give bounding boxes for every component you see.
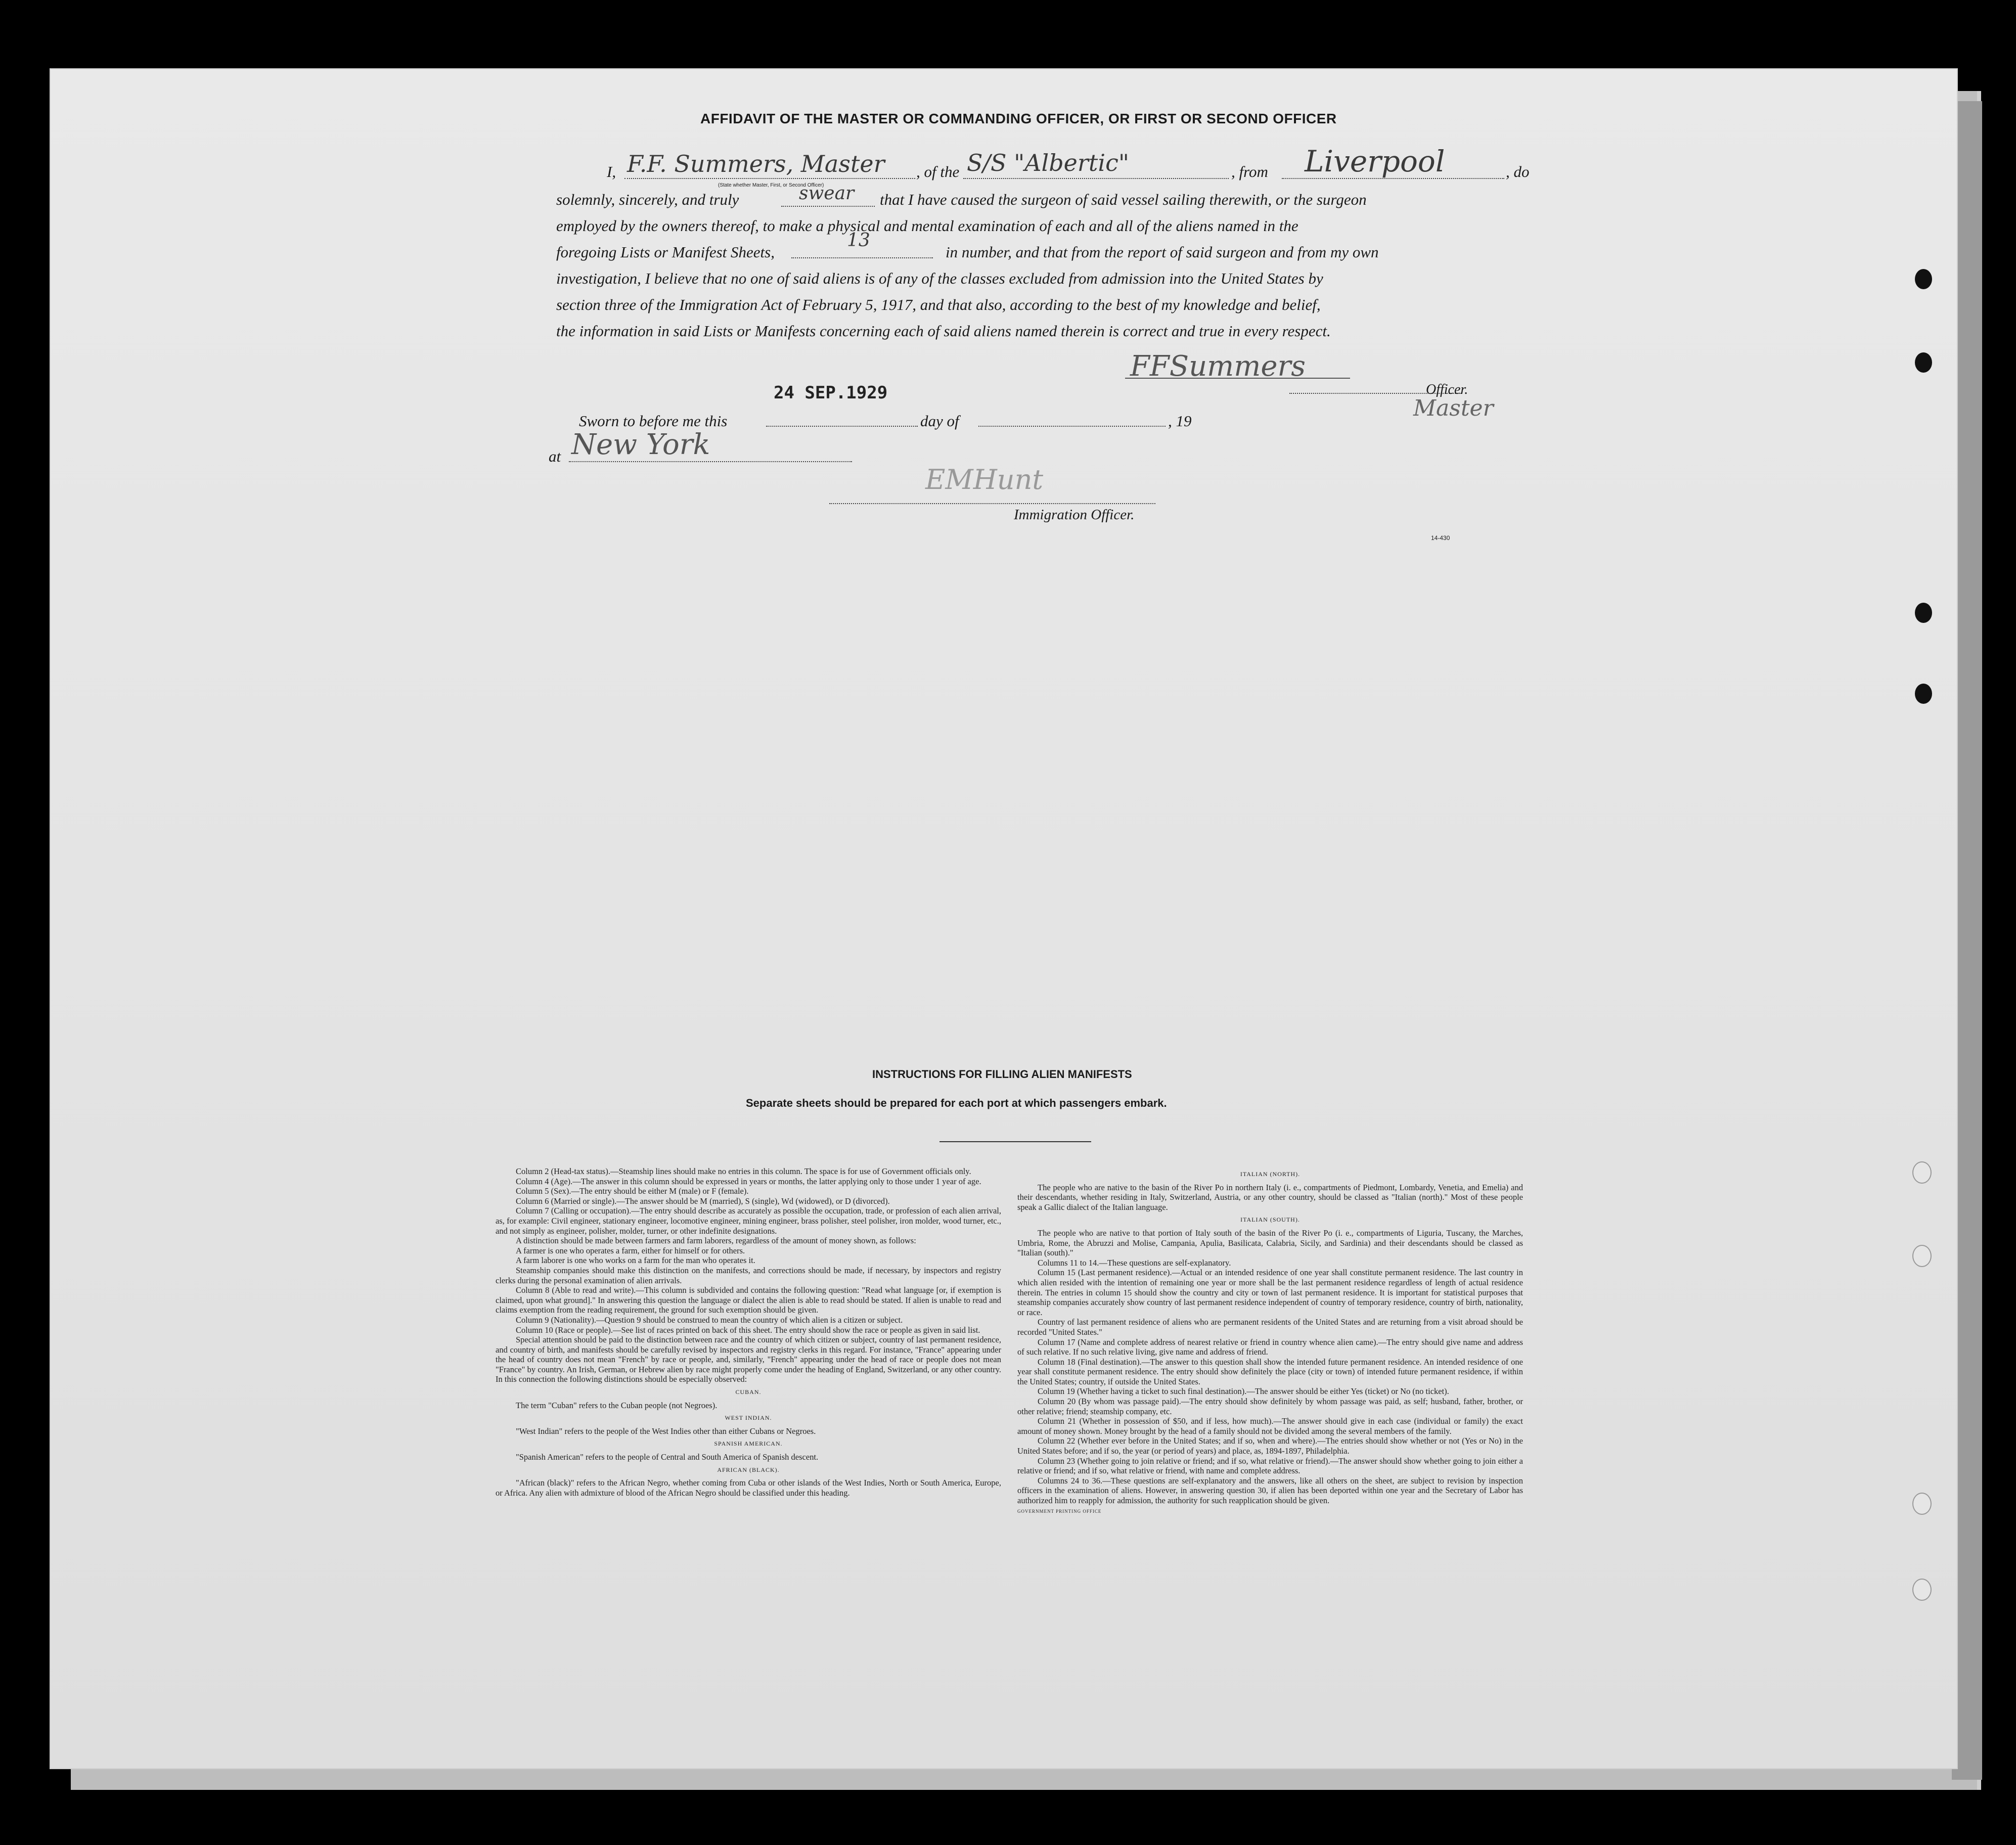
from-text: , from <box>1231 163 1268 181</box>
vessel-line <box>963 178 1229 179</box>
left-para: Column 8 (Able to read and write).—This column is subdivided and contains the following question: "Read what language [or, if exemption is claimed, upon what ground]." In answering this question the language or dialect the alien is able to read should be stated. If alien is unable to read and claims exemption from the reading requirement, the ground for such exemption should be given. <box>496 1285 1001 1315</box>
sheets-line <box>791 257 933 258</box>
instructions-right-column <box>1017 1166 1523 1519</box>
signature-line <box>1125 378 1350 379</box>
swear-hw: swear <box>799 183 855 204</box>
form-number: 14-430 <box>1431 534 1450 542</box>
right-para: Column 20 (By whom was passage paid).—The entry should show definitely by whom passage was paid, as self; husband, father, brother, or other relative; friend; steamship company, etc. <box>1017 1397 1523 1416</box>
instructions-rule <box>939 1141 1091 1142</box>
spanish-american-text: "Spanish American" refers to the people of Central and South America of Spanish descent. <box>516 1452 819 1462</box>
port-hw: Liverpool <box>1305 144 1445 178</box>
swear-line <box>781 206 875 207</box>
right-para: Column 23 (Whether going to join relative or friend; and if so, what relative or friend).—The answer should show whether going to join either a relative or friend; and if so, what relative or friend, with name and complete address. <box>1017 1456 1523 1476</box>
left-para: Column 4 (Age).—The answer in this column should be expressed in years or months, the latter applying only to those under 1 year of age. <box>516 1176 981 1186</box>
left-para: Column 10 (Race or people).—See list of races printed on back of this sheet. The entry should show the race or people as given in said list. <box>516 1325 980 1335</box>
year-text: , 19 <box>1168 412 1192 430</box>
left-para: A farmer is one who operates a farm, either for himself or for others. <box>516 1245 745 1255</box>
right-para: Column 17 (Name and complete address of nearest relative or friend in country whence alien came).—The entry should give name and address of such relative. If no such relative living, give name and address of friend. <box>1017 1337 1523 1357</box>
officer-label: Officer. <box>1426 382 1468 397</box>
spanish-american-heading: SPANISH AMERICAN. <box>714 1440 783 1448</box>
state-note: (State whether Master, First, or Second Officer) <box>718 183 824 188</box>
line5: investigation, I believe that no one of said aliens is of any of the classes excluded from admission into the United States by <box>556 269 1323 287</box>
punch-hole <box>1915 269 1932 289</box>
west-indian-heading: WEST INDIAN. <box>725 1414 772 1422</box>
punch-hole <box>1912 1161 1932 1184</box>
left-para: Special attention should be paid to the distinction between race and the country of which citizen or subject, country of last permanent residence, and country of birth, and manifests should be carefully revised by inspectors and registry clerks in this regard. For instance, "France" appearing under the head of country does not mean "French" by race or people, and, similarly, "French" appearing under the head of race or people does not mean "France" by country. An Irish, German, or Hebrew alien by race might properly come under the heading of England, Switzerland, or any other country. In this connection the following distinctions should be especially observed: <box>496 1335 1001 1384</box>
right-para: Column 21 (Whether in possession of $50, and if less, how much).—The answer should give in each case (individual or family) the exact amount of money shown. Money brought by the head of a family should not be divided among the several members of the family. <box>1017 1416 1523 1436</box>
line6: section three of the Immigration Act of February 5, 1917, and that also, according to the best of my knowledge and belief, <box>556 296 1321 313</box>
african-heading: AFRICAN (BLACK). <box>717 1466 780 1473</box>
left-para: Column 9 (Nationality).—Question 9 should be construed to mean the country of which alien is a citizen or subject. <box>516 1315 903 1325</box>
date-stamp: 24 SEP.1929 <box>774 383 888 403</box>
punch-hole <box>1915 603 1932 623</box>
right-para: Column 15 (Last permanent residence).—Actual or an intended residence of one year shall constitute permanent residence. The last country in which alien resided with the intention of remaining one year or more shall be the last permanent residence regardless of length of actual residence therein. The entries in column 15 should show the country and city or town of last permanent residence. It is important for statistical purposes that steamship companies accurately show country of last permanent residence independent of country of temporary residence, country of birth, nationality, or race. <box>1017 1268 1523 1317</box>
port-line <box>1282 178 1504 179</box>
italian-south-heading: ITALIAN (SOUTH). <box>1240 1216 1300 1224</box>
place-hw: New York <box>571 428 710 461</box>
line2-post: that I have caused the surgeon of said vessel sailing therewith, or the surgeon <box>880 191 1367 208</box>
cuban-heading: CUBAN. <box>735 1388 761 1396</box>
imm-officer-line <box>829 503 1155 504</box>
right-para: Column 22 (Whether ever before in the United States; and if so, when and where).—The entries should show whether or not (Yes or No) in the United States before; and if so, the year (or period of years) and place, as, 1894-1897, Philadelphia. <box>1017 1436 1523 1456</box>
line7: the information in said Lists or Manifests concerning each of said aliens named therein is correct and true in every respect. <box>556 322 1331 340</box>
master-signature: FFSummers <box>1130 350 1306 383</box>
italian-north-text: The people who are native to the basin of the River Po in northern Italy (i. e., compartments of Piedmont, Lombardy, Venetia, and Emelia) and their descendants, whether residing in Italy, Switzerland, Austria, or any other country, should be classed as "Italian (north)." Most of these people speak a Gallic dialect of the Italian language. <box>1017 1182 1523 1212</box>
right-para: Column 18 (Final destination).—The answer to this question shall show the intended future permanent residence. An intended residence of one year shall constitute permanent residence. The entry should show definitely the place (city or town) of intended future permanent residence, if within the United States; country, if outside the United States. <box>1017 1357 1523 1386</box>
vessel-hw: S/S "Albertic" <box>967 149 1130 176</box>
of-the-text: , of the <box>916 163 960 181</box>
day-of-text: day of <box>920 412 959 430</box>
instructions-subtitle: Separate sheets should be prepared for each port at which passengers embark. <box>746 1097 1167 1109</box>
affidavit-title: AFFIDAVIT OF THE MASTER OR COMMANDING OFFICER, OR FIRST OR SECOND OFFICER <box>700 111 1337 126</box>
sworn-pre: Sworn to before me this <box>579 412 728 430</box>
left-para: Column 5 (Sex).—The entry should be either M (male) or F (female). <box>516 1186 749 1196</box>
punch-hole <box>1912 1579 1932 1601</box>
west-indian-text: "West Indian" refers to the people of the West Indies other than either Cubans or Negroes. <box>516 1426 816 1436</box>
line4-post: in number, and that from the report of said surgeon and from my own <box>946 243 1379 261</box>
left-para: Column 6 (Married or single).—The answer should be M (married), S (single), Wd (widowed), or D (divorced). <box>516 1196 890 1206</box>
line1-pre: I, <box>607 163 616 181</box>
do-text: , do <box>1506 163 1530 181</box>
manifest-page <box>50 68 1958 1769</box>
right-para: Columns 11 to 14.—These questions are self-explanatory. <box>1038 1257 1231 1268</box>
immigration-signature: EMHunt <box>925 464 1044 496</box>
left-para: Steamship companies should make this distinction on the manifests, and corrections should be made, if necessary, by inspectors and registry clerks during the personal examination of alien arrivals. <box>496 1265 1001 1285</box>
printer-imprint: GOVERNMENT PRINTING OFFICE <box>1017 1508 1102 1514</box>
left-para: A distinction should be made between farmers and farm laborers, regardless of the amount of money shown, as follows: <box>516 1236 916 1246</box>
punch-hole <box>1912 1245 1932 1267</box>
month-line <box>978 426 1166 427</box>
left-para: A farm laborer is one who works on a farm for the man who operates it. <box>516 1255 755 1266</box>
punch-hole <box>1915 684 1932 704</box>
name-line <box>624 178 915 179</box>
day-line <box>766 426 918 427</box>
right-para: The people who are native to that portion of Italy south of the basin of the River Po (i. e., compartments of Liguria, Tuscany, the Marches, Umbria, Rome, the Abruzzi and Molise, Campania, Apulia, Basilicata, Calabria, Sicily, and Sardinia) and their descendants should be classed as "Italian (south)." <box>1017 1228 1523 1258</box>
left-para: Column 7 (Calling or occupation).—The entry should describe as accurately as possible the occupation, trade, or profession of each alien arrival, as, for example: Civil engineer, stationary engineer, locomotive engineer, mining engineer, brass polisher, steel polisher, iron molder, wood turner, etc., and not simply as engineer, polisher, molder, turner, or other indefinite designations. <box>496 1206 1001 1236</box>
at-text: at <box>549 447 561 465</box>
imm-officer-label: Immigration Officer. <box>1014 507 1135 523</box>
left-para: Column 2 (Head-tax status).—Steamship lines should make no entries in this column. The space is for use of Government officials only. <box>516 1166 971 1176</box>
right-para: Column 19 (Whether having a ticket to such final destination).—The answer should be either Yes (ticket) or No (no ticket). <box>1038 1386 1449 1397</box>
officer-title-hw: Master <box>1413 395 1494 421</box>
right-para: Columns 24 to 36.—These questions are self-explanatory and the answers, like all others on the sheet, are subject to revision by inspection officers in the examination of aliens. However, in answering question 30, if alien has been deported within one year and the Secretary of Labor has authorized him to reapply for admission, the authority for such reapplication should be given. <box>1017 1475 1523 1505</box>
punch-hole <box>1912 1493 1932 1515</box>
place-line <box>569 461 852 462</box>
african-text: "African (black)" refers to the African Negro, whether coming from Cuba or other islands of the West Indies, North or South America, Europe, or Africa. Any alien with admixture of blood of the African Negro should be classified under this heading. <box>496 1478 1001 1498</box>
instructions-left-column <box>496 1166 1001 1498</box>
instructions-title: INSTRUCTIONS FOR FILLING ALIEN MANIFESTS <box>872 1068 1132 1081</box>
punch-hole <box>1915 352 1932 373</box>
sheets-hw: 13 <box>847 230 870 251</box>
line4-pre: foregoing Lists or Manifest Sheets, <box>556 243 775 261</box>
right-para: Country of last permanent residence of aliens who are permanent residents of the United States and are returning from a visit abroad should be recorded "United States." <box>1017 1317 1523 1337</box>
italian-north-heading: ITALIAN (NORTH). <box>1240 1171 1301 1178</box>
cuban-text: The term "Cuban" refers to the Cuban people (not Negroes). <box>516 1400 718 1410</box>
line3: employed by the owners thereof, to make a physical and mental examination of each and all of the aliens named in the <box>556 217 1298 235</box>
master-name-hw: F.F. Summers, Master <box>627 150 885 177</box>
line2-pre: solemnly, sincerely, and truly <box>556 191 739 208</box>
